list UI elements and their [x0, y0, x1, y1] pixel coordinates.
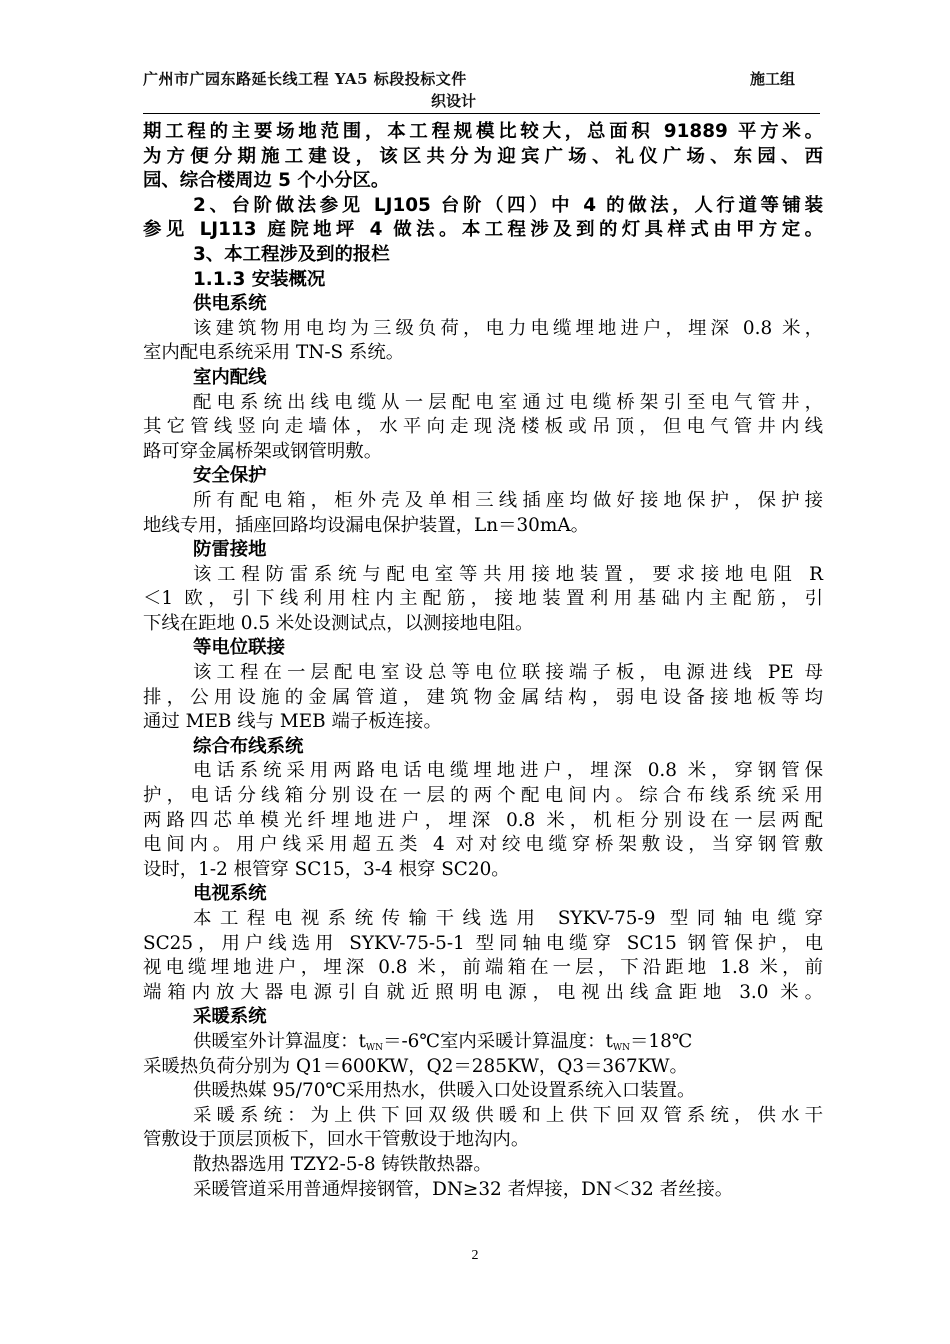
- paragraph-line: 2、台阶做法参见 LJ105 台阶（四）中 4 的做法，人行道等铺装: [193, 194, 823, 216]
- paragraph-line: 采暖系统：为上供下回双级供暖和上供下回双管系统，供水干: [193, 1104, 823, 1126]
- paragraph-line: [143, 1030, 823, 1055]
- paragraph-line: 通过 MEB 线与 MEB 端子板连接。: [143, 711, 442, 733]
- paragraph-line: 该工程在一层配电室设总等电位联接端子板，电源进线 PE 母: [193, 662, 823, 684]
- paragraph-line: 室内配电系统采用 TN-S 系统。: [143, 342, 405, 364]
- paragraph-line: 所有配电箱，柜外壳及单相三线插座均做好接地保护，保护接: [193, 489, 823, 511]
- paragraph-line: 端箱内放大器电源引自就近照明电源，电视出线盒距地 3.0 米。: [143, 981, 823, 1003]
- paragraph-line: ＜1 欧，引下线利用柱内主配筋，接地装置利用基础内主配筋，引: [143, 588, 823, 610]
- paragraph-line: 园、综合楼周边 5 个小分区。: [143, 170, 390, 192]
- paragraph-line: 期工程的主要场地范围，本工程规模比较大，总面积 91889 平方米。: [143, 121, 823, 142]
- document-body: [143, 120, 823, 1202]
- paragraph-line: 电间内。用户线采用超五类 4 对对绞电缆穿桥架敷设，当穿钢管敷: [143, 834, 823, 856]
- paragraph-line: 为方便分期施工建设，该区共分为迎宾广场、礼仪广场、东园、西: [143, 145, 823, 167]
- section-heading: 等电位联接: [193, 637, 285, 659]
- header-subtitle: 织设计: [431, 92, 477, 110]
- paragraph-line: 采暖管道采用普通焊接钢管，DN≥32 者焊接，DN＜32 者丝接。: [193, 1178, 734, 1200]
- paragraph-line: 护，电话分线箱分别设在一层的两个配电间内。综合布线系统采用: [143, 785, 823, 807]
- paragraph-line: 采暖热负荷分别为 Q1＝600KW，Q2＝285KW，Q3＝367KW。: [143, 1055, 688, 1077]
- text-run: ＝18℃: [630, 1030, 693, 1052]
- paragraph-line: 两路四芯单模光纤埋地进户，埋深 0.8 米，机柜分别设在一层两配: [143, 809, 823, 831]
- paragraph-line: 本工程电视系统传输干线选用 SYKV-75-9 型同轴电缆穿: [193, 908, 823, 929]
- paragraph-line: 排，公用设施的金属管道，建筑物金属结构，弱电设备接地板等均: [143, 686, 823, 708]
- section-heading: 供电系统: [193, 293, 267, 315]
- paragraph-line: 下线在距地 0.5 米处设测试点，以测接地电阻。: [143, 612, 534, 634]
- section-heading: 安全保护: [193, 465, 267, 487]
- header-title: 广州市广园东路延长线工程 YA5 标段投标文件: [143, 70, 467, 88]
- paragraph-line: 该建筑物用电均为三级负荷，电力电缆埋地进户，埋深 0.8 米，: [193, 317, 823, 339]
- section-heading: 采暖系统: [193, 1006, 267, 1028]
- text-run: ＝-6℃室内采暖计算温度：t: [383, 1030, 613, 1052]
- header-right: 施工组: [750, 70, 796, 88]
- paragraph-line: 其它管线竖向走墙体，水平向走现浇楼板或吊顶，但电气管井内线: [143, 416, 823, 438]
- paragraph-line: SC25，用户线选用 SYKV-75-5-1 型同轴电缆穿 SC15 钢管保护，电: [143, 932, 823, 954]
- text-run: 供暖室外计算温度：t: [193, 1030, 366, 1052]
- paragraph-line: 散热器选用 TZY2-5-8 铸铁散热器。: [193, 1153, 492, 1175]
- paragraph-line: 供暖热媒 95/70℃采用热水，供暖入口处设置系统入口装置。: [193, 1080, 696, 1102]
- paragraph-line: 3、本工程涉及到的报栏: [193, 243, 390, 265]
- section-heading: 电视系统: [193, 883, 267, 905]
- section-heading: 综合布线系统: [193, 735, 304, 757]
- paragraph-line: 该工程防雷系统与配电室等共用接地装置，要求接地电阻 R: [193, 563, 823, 585]
- paragraph-line: 地线专用，插座回路均设漏电保护装置，Ln＝30mA。: [143, 514, 589, 536]
- section-heading: 防雷接地: [193, 539, 267, 561]
- section-heading: 室内配线: [193, 366, 267, 388]
- page-number: 2: [471, 1248, 479, 1263]
- section-heading: 1.1.3 安装概况: [193, 268, 326, 290]
- paragraph-line: 管敷设于顶层顶板下，回水干管敷设于地沟内。: [143, 1129, 530, 1151]
- header-rule: [143, 113, 820, 114]
- paragraph-line: 设时，1-2 根管穿 SC15，3-4 根穿 SC20。: [143, 858, 510, 880]
- subscript: WN: [612, 1042, 630, 1053]
- paragraph-line: 视电缆埋地进户，埋深 0.8 米，前端箱在一层，下沿距地 1.8 米，前: [143, 957, 823, 979]
- paragraph-line: 路可穿金属桥架或钢管明敷。: [143, 440, 383, 462]
- subscript: WN: [365, 1042, 384, 1053]
- paragraph-line: 配电系统出线电缆从一层配电室通过电缆桥架引至电气管井，: [193, 391, 823, 413]
- paragraph-line: 电话系统采用两路电话电缆埋地进户，埋深 0.8 米，穿钢管保: [193, 760, 823, 782]
- paragraph-line: 参见 LJ113 庭院地坪 4 做法。本工程涉及到的灯具样式由甲方定。: [143, 219, 823, 241]
